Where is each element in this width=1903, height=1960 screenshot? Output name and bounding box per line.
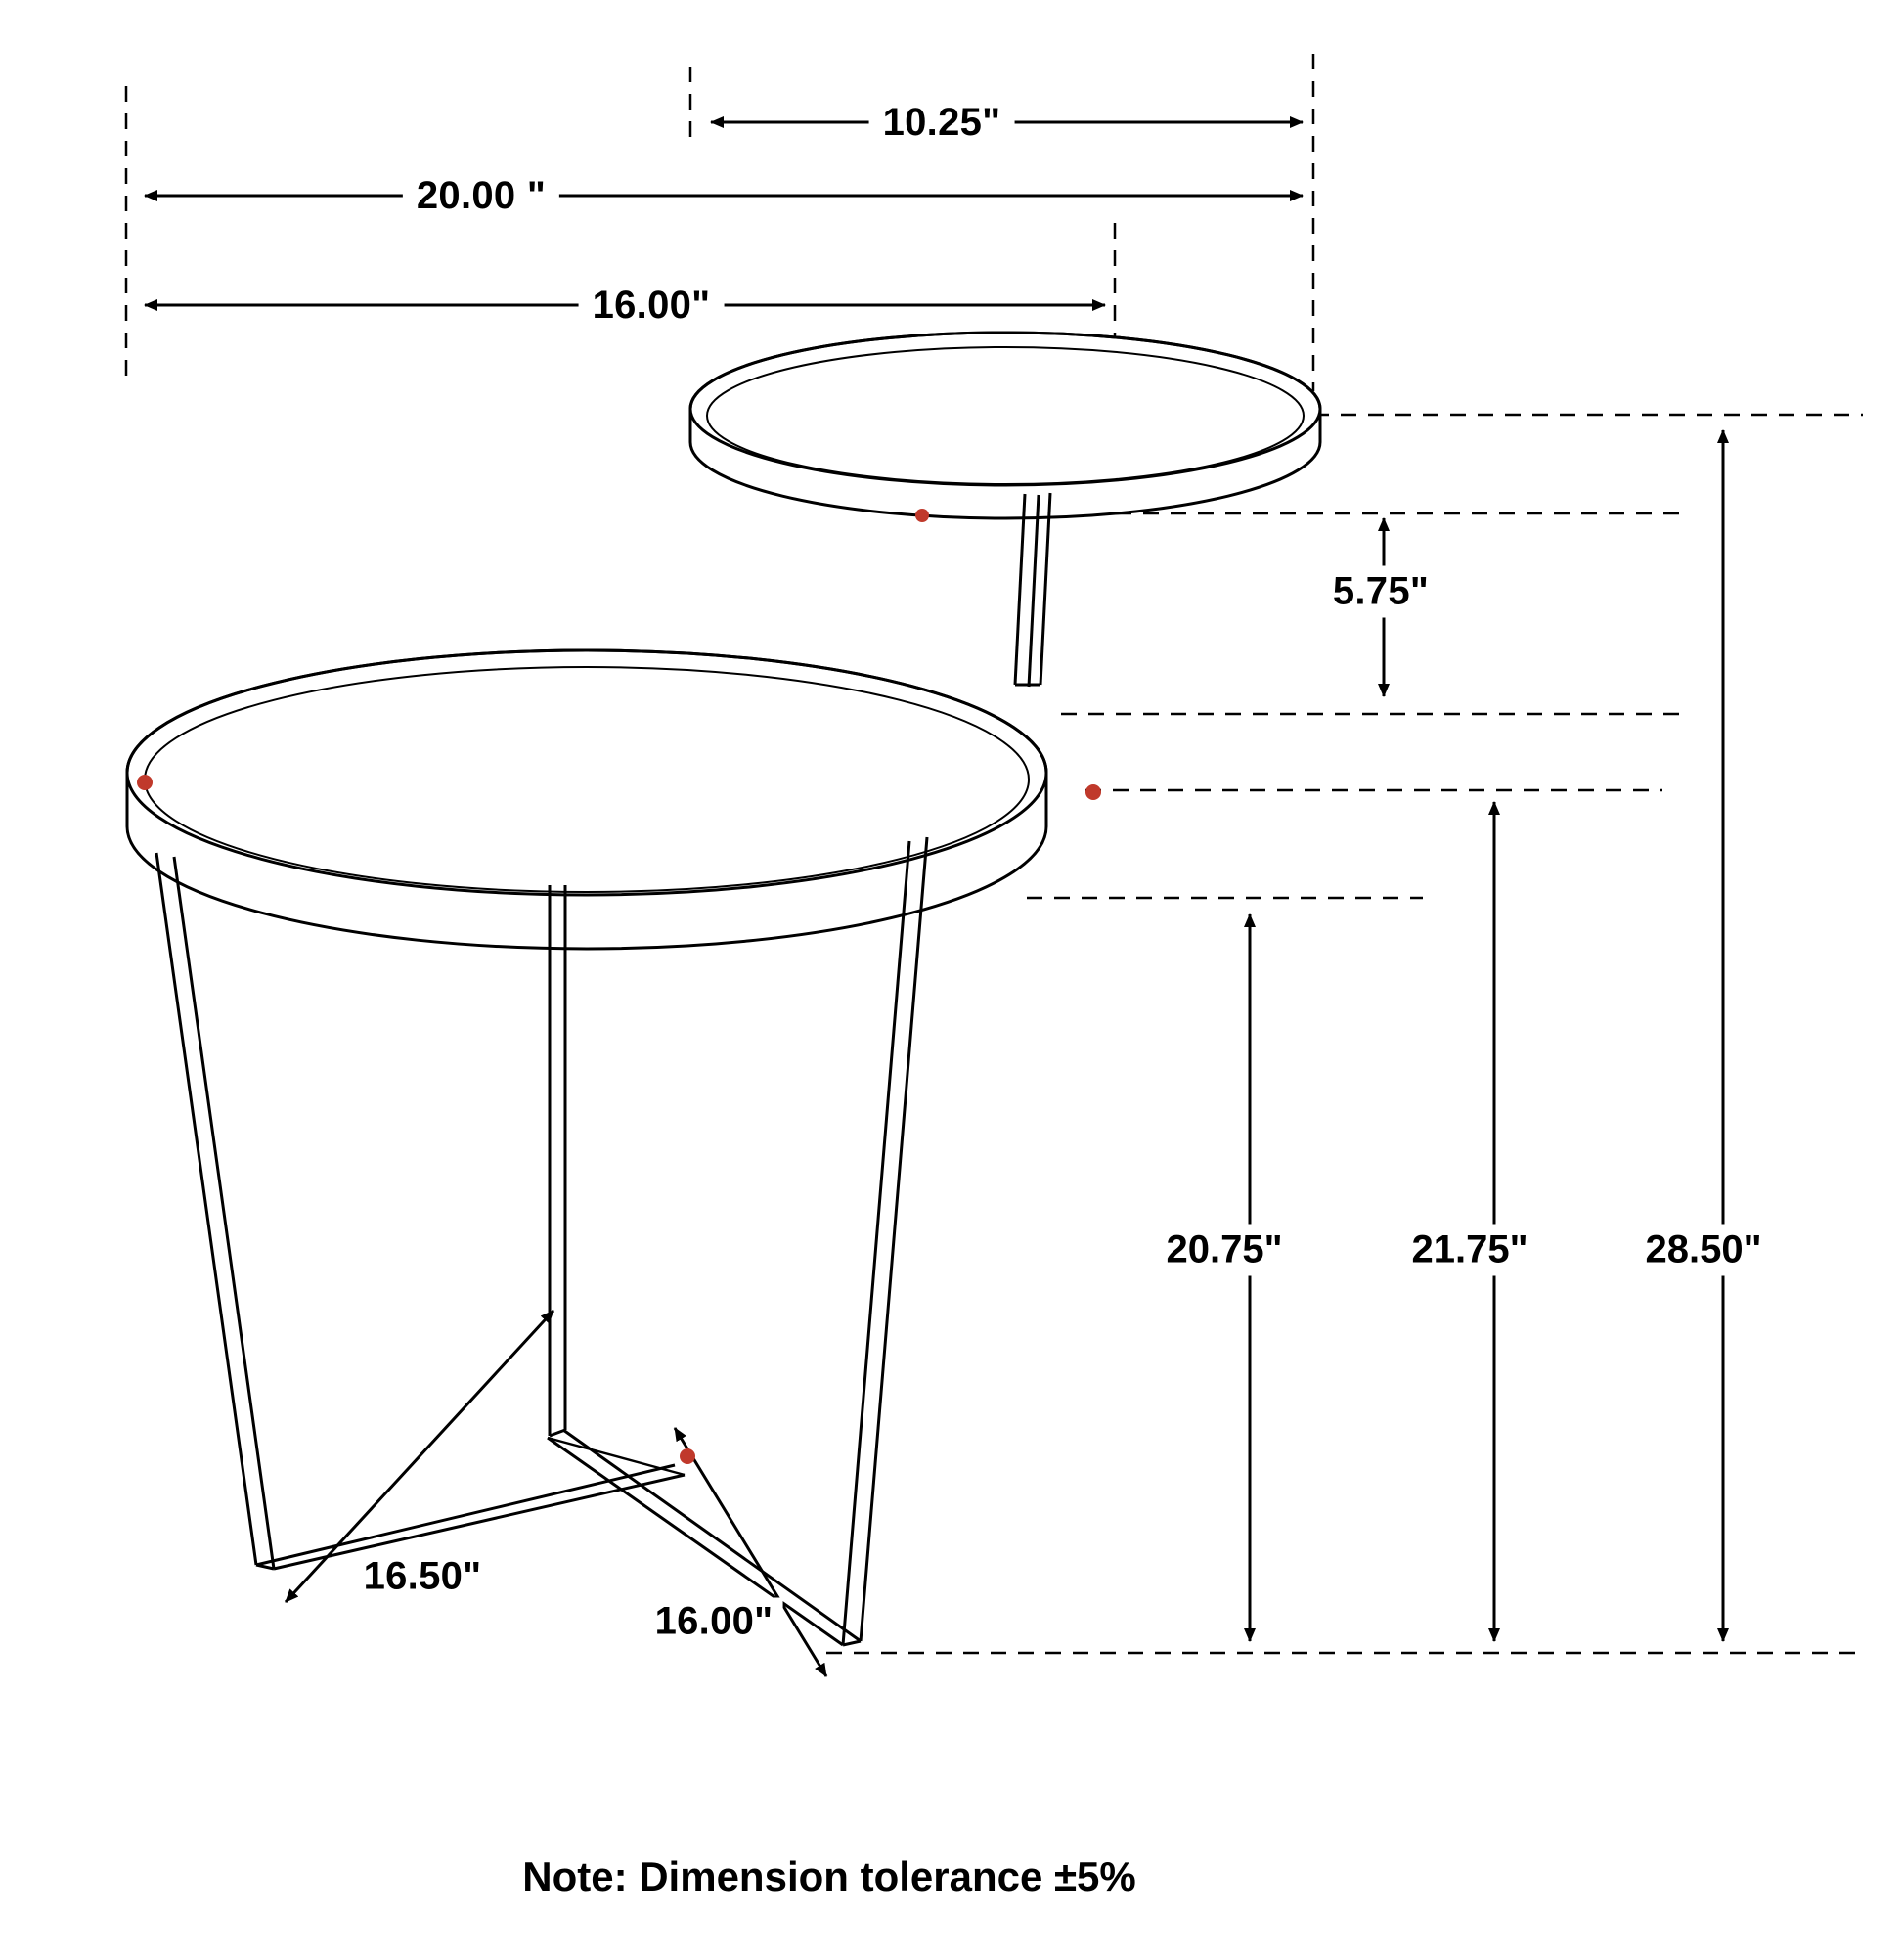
upper-shelf xyxy=(690,333,1320,518)
table-illustration xyxy=(127,333,1320,1645)
dim-label-lower-table-height: 21.75" xyxy=(1403,1225,1535,1276)
dim-label-shelf-gap: 5.75" xyxy=(1323,566,1438,618)
upper-shelf-support xyxy=(1015,493,1050,687)
dim-label-overall-width: 20.00 " xyxy=(403,174,559,218)
tolerance-note: Note: Dimension tolerance ±5% xyxy=(522,1853,1136,1899)
dim-label-base-depth: 16.50" xyxy=(354,1553,492,1601)
dim-label-base-width: 16.00" xyxy=(645,1598,783,1646)
table-base-frame xyxy=(156,837,927,1645)
dim-label-mid-width: 16.00" xyxy=(579,284,725,328)
dim-label-upper-shelf-width: 10.25" xyxy=(869,101,1015,145)
lower-table-top xyxy=(127,650,1046,949)
dim-label-lower-top-height: 20.75" xyxy=(1158,1225,1290,1276)
dim-label-upper-shelf-height: 28.50" xyxy=(1637,1225,1769,1276)
